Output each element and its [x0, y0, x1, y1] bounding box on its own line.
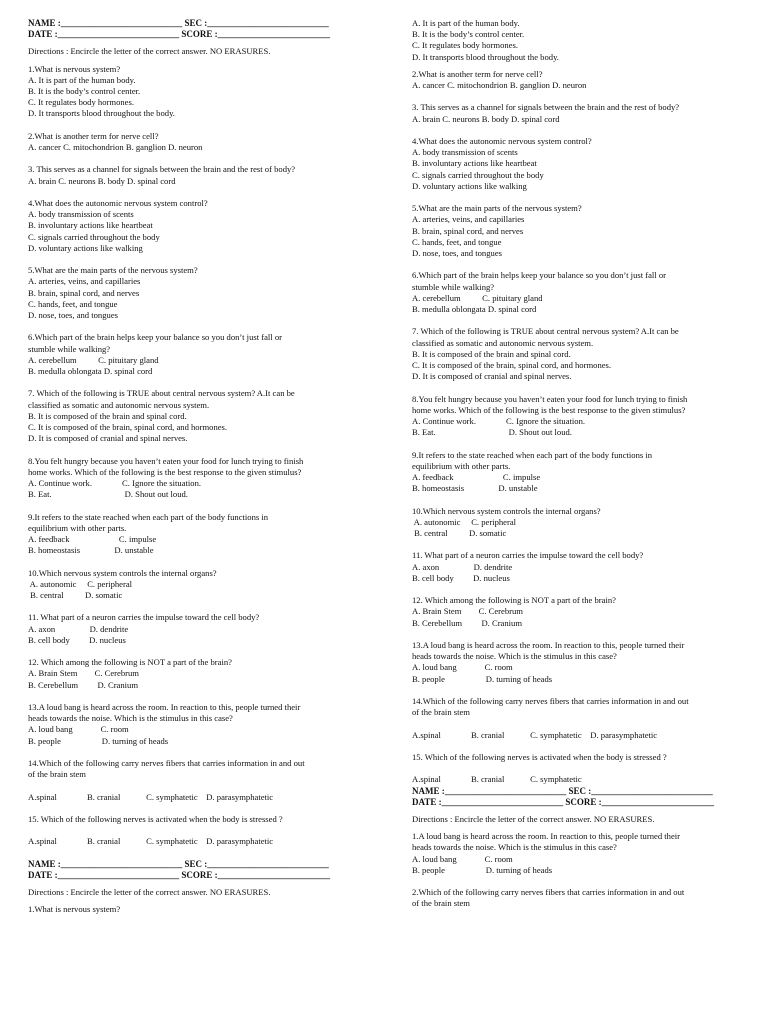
question-line: equilibrium with other parts. [28, 522, 127, 533]
question-block [412, 203, 762, 259]
question-line: of the brain stem [28, 769, 86, 780]
question-text: 4.What does the autonomic nervous system control? [28, 198, 208, 208]
question-block [28, 388, 378, 444]
question-line: B. cell body D. nucleus [412, 572, 510, 583]
question-text: 9.It refers to the state reached when each part of the body functions in [412, 449, 653, 460]
question-line: D. It transports blood throughout the body. [28, 108, 175, 119]
question-line: D. It is composed of cranial and spinal nerves. [412, 371, 572, 382]
name-sec-line: NAME :___________________________ SEC :___________________________ [28, 18, 329, 28]
question-line: C. It regulates body hormones. [28, 97, 134, 108]
question-text: 7. Which of the following is TRUE about central nervous system? A.It can be [28, 388, 295, 399]
question-line: home works. Which of the following is the best response to the given stimulus? [412, 404, 686, 415]
question-line: B. Cerebellum D. Cranium [412, 617, 523, 628]
question-line: stumble while walking? [28, 343, 111, 354]
question-line [28, 825, 378, 836]
question-line: B. central D. somatic [412, 528, 507, 539]
question-line: A. arteries, veins, and capillaries [28, 276, 141, 287]
question-block [28, 456, 378, 501]
question-line: C. signals carried throughout the body [28, 231, 160, 242]
question-text: 2.What is another term for nerve cell? [28, 130, 159, 141]
question-line: C. hands, feet, and tongue [412, 236, 502, 247]
question-line: B. Eat. D. Shout out loud. [28, 489, 188, 500]
question-line: A. feedback C. impulse [28, 534, 157, 545]
date-score-line-3: DATE :___________________________ SCORE :_________________________ [412, 796, 715, 807]
question-text: 11. What part of a neuron carries the impulse toward the cell body? [412, 550, 644, 561]
question-block [28, 702, 378, 747]
question-text: 15. Which of the following nerves is activated when the body is stressed ? [28, 814, 283, 824]
question-text: 12. Which among the following is NOT a part of the brain? [412, 595, 616, 606]
question-line: B. brain, spinal cord, and nerves [412, 225, 524, 236]
question-line: A. loud bang C. room [412, 853, 513, 864]
question-block [412, 394, 762, 439]
question-line: B. It is composed of the brain and spinal cord. [412, 348, 571, 359]
question-block [28, 758, 378, 803]
question-line: B. It is composed of the brain and spinal cord. [28, 410, 187, 421]
name-sec-line-3: NAME :___________________________ SEC :___________________________ [412, 785, 713, 796]
question-line: B. medulla oblongata D. spinal cord [412, 304, 537, 315]
question-text: 4.What does the autonomic nervous system control? [412, 136, 592, 146]
question-line: B. Eat. D. Shout out loud. [412, 427, 572, 438]
question-text: 15. Which of the following nerves is activated when the body is stressed ? [412, 752, 667, 762]
question-block [412, 102, 762, 124]
question-line: of the brain stem [412, 707, 470, 718]
question-line: C. It regulates body hormones. [412, 40, 518, 51]
question-line: heads towards the noise. Which is the stimulus in this case? [412, 651, 617, 662]
question-line: B. homeostasis D. unstable [28, 545, 154, 556]
question-text: 10.Which nervous system controls the internal organs? [412, 505, 601, 516]
question-block [28, 814, 378, 848]
question-text: 14.Which of the following carry nerves fibers that carries information in and out [28, 758, 305, 768]
question-block [412, 69, 762, 91]
question-block [412, 640, 762, 685]
question-line: equilibrium with other parts. [412, 460, 511, 471]
question-line: A. It is part of the human body. [412, 18, 520, 28]
question-line: classified as somatic and autonomic nervous system. [28, 399, 210, 410]
question-block [412, 136, 762, 192]
question-block [412, 595, 762, 629]
question-block [412, 887, 762, 909]
question-block [412, 450, 762, 495]
question-line: heads towards the noise. Which is the stimulus in this case? [28, 713, 233, 724]
question-line: A. brain C. neurons B. body D. spinal cord [28, 175, 176, 186]
question-line [412, 763, 762, 774]
question-block [28, 198, 378, 254]
date-score-line-2: DATE :___________________________ SCORE :_________________________ [28, 870, 331, 880]
question-line: heads towards the noise. Which is the stimulus in this case? [412, 842, 617, 853]
left-questions [28, 64, 378, 859]
question-line: B. cell body D. nucleus [28, 634, 126, 645]
question-block [28, 657, 378, 691]
question-line: A. brain C. neurons B. body D. spinal cord [412, 113, 560, 124]
question-text: 8.You felt hungry because you haven’t eaten your food for lunch trying to finish [28, 455, 304, 466]
question-line: B. involuntary actions like heartbeat [28, 220, 153, 231]
question-line: B. people D. turning of heads [28, 735, 169, 746]
question-block [28, 164, 378, 186]
question-block [412, 550, 762, 584]
question-line: home works. Which of the following is the best response to the given stimulus? [28, 466, 302, 477]
question-text: 14.Which of the following carry nerves fibers that carries information in and out [412, 696, 689, 706]
question-line: A. Brain Stem C. Cerebrum [28, 668, 139, 679]
question-block [28, 512, 378, 557]
question-line: D. voluntary actions like walking [412, 180, 527, 191]
question-line: of the brain stem [412, 898, 470, 909]
name-sec-line-2: NAME :___________________________ SEC :___________________________ [28, 858, 329, 869]
question-line: D. It transports blood throughout the body. [412, 51, 559, 62]
right-tail-questions [412, 831, 762, 921]
question-line: A.spinal B. cranial C. symphatetic [412, 774, 582, 785]
question-line: A. body transmission of scents [28, 209, 134, 220]
question-block [28, 131, 378, 153]
question-line: A. cancer C. mitochondrion B. ganglion D. neuron [412, 80, 587, 91]
question-line: C. It is composed of the brain, spinal cord, and hormones. [28, 422, 228, 433]
question-text: 13.A loud bang is heard across the room. In reaction to this, people turned their [28, 702, 301, 712]
question-line: A. autonomic C. peripheral [412, 516, 517, 527]
question-line: A. cerebellum C. pituitary gland [28, 354, 159, 365]
directions: Directions : Encircle the letter of the correct answer. NO ERASURES. [28, 46, 271, 57]
question-line: A. axon D. dendrite [412, 561, 513, 572]
question-line [28, 780, 378, 791]
question-line: classified as somatic and autonomic nervous system. [412, 337, 594, 348]
right-questions [412, 69, 762, 786]
question-text: 11. What part of a neuron carries the impulse toward the cell body? [28, 612, 260, 623]
directions-3: Directions : Encircle the letter of the correct answer. NO ERASURES. [412, 814, 655, 825]
question-text: 5.What are the main parts of the nervous system? [28, 265, 198, 276]
question-line: A. cerebellum C. pituitary gland [412, 292, 543, 303]
question-line: stumble while walking? [412, 281, 495, 292]
left-column [28, 18, 378, 916]
question-line: B. It is the body’s control center. [28, 86, 141, 97]
question-line: B. homeostasis D. unstable [412, 483, 538, 494]
question-line: A. Continue work. C. Ignore the situation. [412, 416, 586, 427]
question-line: A.spinal B. cranial C. symphatetic D. parasymphatetic [28, 836, 274, 847]
question-line: A. Brain Stem C. Cerebrum [412, 606, 523, 617]
question-block [412, 326, 762, 382]
question-line: A.spinal B. cranial C. symphatetic D. parasymphatetic [28, 791, 274, 802]
question-block [28, 64, 378, 120]
right-column [412, 18, 762, 921]
question-text: 1.A loud bang is heard across the room. In reaction to this, people turned their [412, 831, 681, 842]
question-block [412, 270, 762, 315]
question-block [412, 506, 762, 540]
question-text: 6.Which part of the brain helps keep your balance so you don’t just fall or [412, 270, 667, 281]
question-line: A. axon D. dendrite [28, 623, 129, 634]
question-line: B. Cerebellum D. Cranium [28, 679, 139, 690]
question-line: C. It is composed of the brain, spinal cord, and hormones. [412, 360, 612, 371]
tail-question: 1.What is nervous system? [28, 904, 121, 915]
question-line: B. involuntary actions like heartbeat [412, 158, 537, 169]
question-line: A. feedback C. impulse [412, 472, 541, 483]
question-line: B. brain, spinal cord, and nerves [28, 287, 140, 298]
question-text: 8.You felt hungry because you haven’t eaten your food for lunch trying to finish [412, 393, 688, 404]
question-text: 2.Which of the following carry nerves fibers that carries information in and out [412, 887, 685, 898]
question-text: 13.A loud bang is heard across the room. In reaction to this, people turned their [412, 640, 685, 650]
question-text: 3. This serves as a channel for signals between the brain and the rest of body? [412, 102, 680, 113]
question-line: A. arteries, veins, and capillaries [412, 214, 525, 225]
question-line: D. nose, toes, and tongues [412, 248, 502, 259]
question-line: B. It is the body’s control center. [412, 29, 525, 40]
question-text: 5.What are the main parts of the nervous system? [412, 203, 582, 214]
question-block [412, 696, 762, 741]
question-line: B. people D. turning of heads [412, 864, 553, 875]
question-block [28, 612, 378, 646]
question-line: A. cancer C. mitochondrion B. ganglion D. neuron [28, 142, 203, 153]
question-text: 12. Which among the following is NOT a part of the brain? [28, 657, 232, 668]
question-line: C. signals carried throughout the body [412, 169, 544, 180]
question-text: 6.Which part of the brain helps keep your balance so you don’t just fall or [28, 332, 283, 343]
question-line: D. It is composed of cranial and spinal nerves. [28, 433, 188, 444]
question-line: B. central D. somatic [28, 590, 123, 601]
right-top-options [412, 18, 762, 63]
question-text: 2.What is another term for nerve cell? [412, 68, 543, 79]
question-block [28, 265, 378, 321]
question-line: C. hands, feet, and tongue [28, 298, 118, 309]
question-line: B. people D. turning of heads [412, 673, 553, 684]
question-line: A. loud bang C. room [28, 724, 129, 735]
question-line: A. Continue work. C. Ignore the situation. [28, 478, 202, 489]
question-line [412, 718, 762, 729]
question-text: 3. This serves as a channel for signals between the brain and the rest of body? [28, 164, 296, 175]
question-block [28, 332, 378, 377]
question-line: A. body transmission of scents [412, 147, 518, 158]
question-line: A. It is part of the human body. [28, 74, 136, 85]
question-line: B. medulla oblongata D. spinal cord [28, 366, 153, 377]
date-score-line: DATE :___________________________ SCORE :_________________________ [28, 29, 331, 40]
question-text: 1.What is nervous system? [28, 63, 121, 74]
question-block [412, 831, 762, 876]
question-line: A. loud bang C. room [412, 662, 513, 673]
question-line: A. autonomic C. peripheral [28, 578, 133, 589]
question-line: D. nose, toes, and tongues [28, 310, 118, 321]
question-text: 7. Which of the following is TRUE about central nervous system? A.It can be [412, 326, 679, 337]
question-line: D. voluntary actions like walking [28, 242, 143, 253]
question-line: A.spinal B. cranial C. symphatetic D. parasymphatetic [412, 729, 658, 740]
directions-2: Directions : Encircle the letter of the correct answer. NO ERASURES. [28, 887, 271, 898]
question-block [412, 752, 762, 786]
question-text: 9.It refers to the state reached when each part of the body functions in [28, 511, 269, 522]
question-block [28, 568, 378, 602]
question-text: 10.Which nervous system controls the internal organs? [28, 567, 217, 578]
